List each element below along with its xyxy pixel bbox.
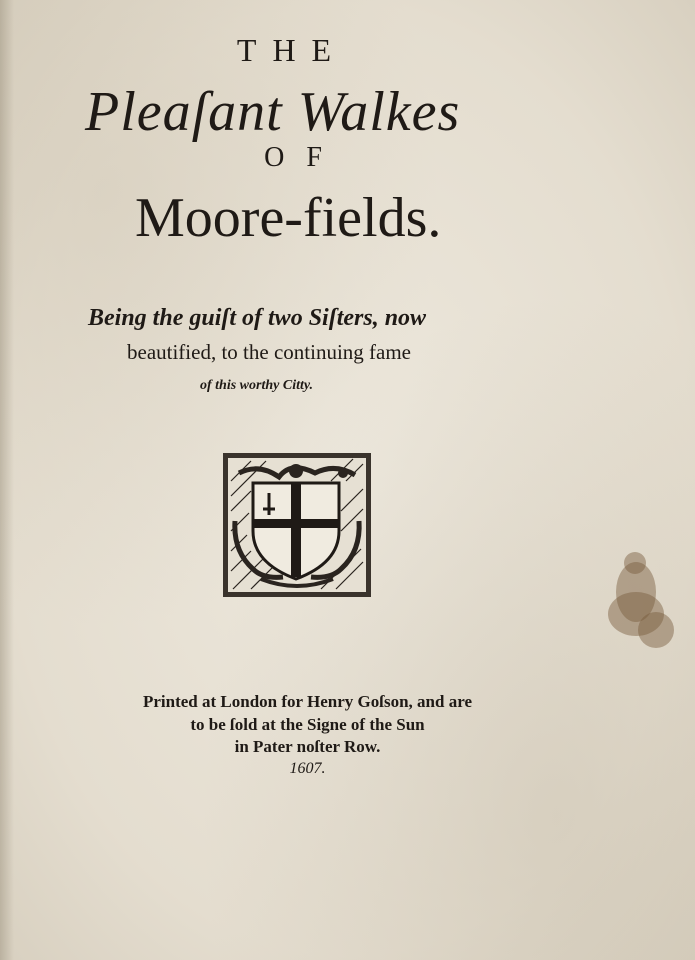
imprint-line-2: to be ſold at the Signe of the Sun: [190, 715, 425, 734]
title-main: Pleaſant Walkes: [85, 81, 461, 143]
title-the: THE: [236, 32, 348, 68]
title-moore-fields: Moore-fields.: [135, 187, 442, 249]
city-of-london-arms-icon: [221, 451, 373, 599]
subtitle-line-3: of this worthy Citty.: [200, 378, 314, 393]
imprint-year: 1607.: [289, 760, 326, 777]
title-of: OF: [264, 142, 344, 173]
foxing-stain: [598, 552, 688, 662]
subtitle-line-1: Being the guiſt of two Siſters, now: [88, 305, 427, 331]
subtitle-line-2: beautified, to the continuing fame: [127, 340, 411, 364]
imprint-line-1: Printed at London for Henry Goſson, and are: [142, 692, 472, 711]
imprint-line-3: in Pater noſter Row.: [234, 737, 381, 756]
